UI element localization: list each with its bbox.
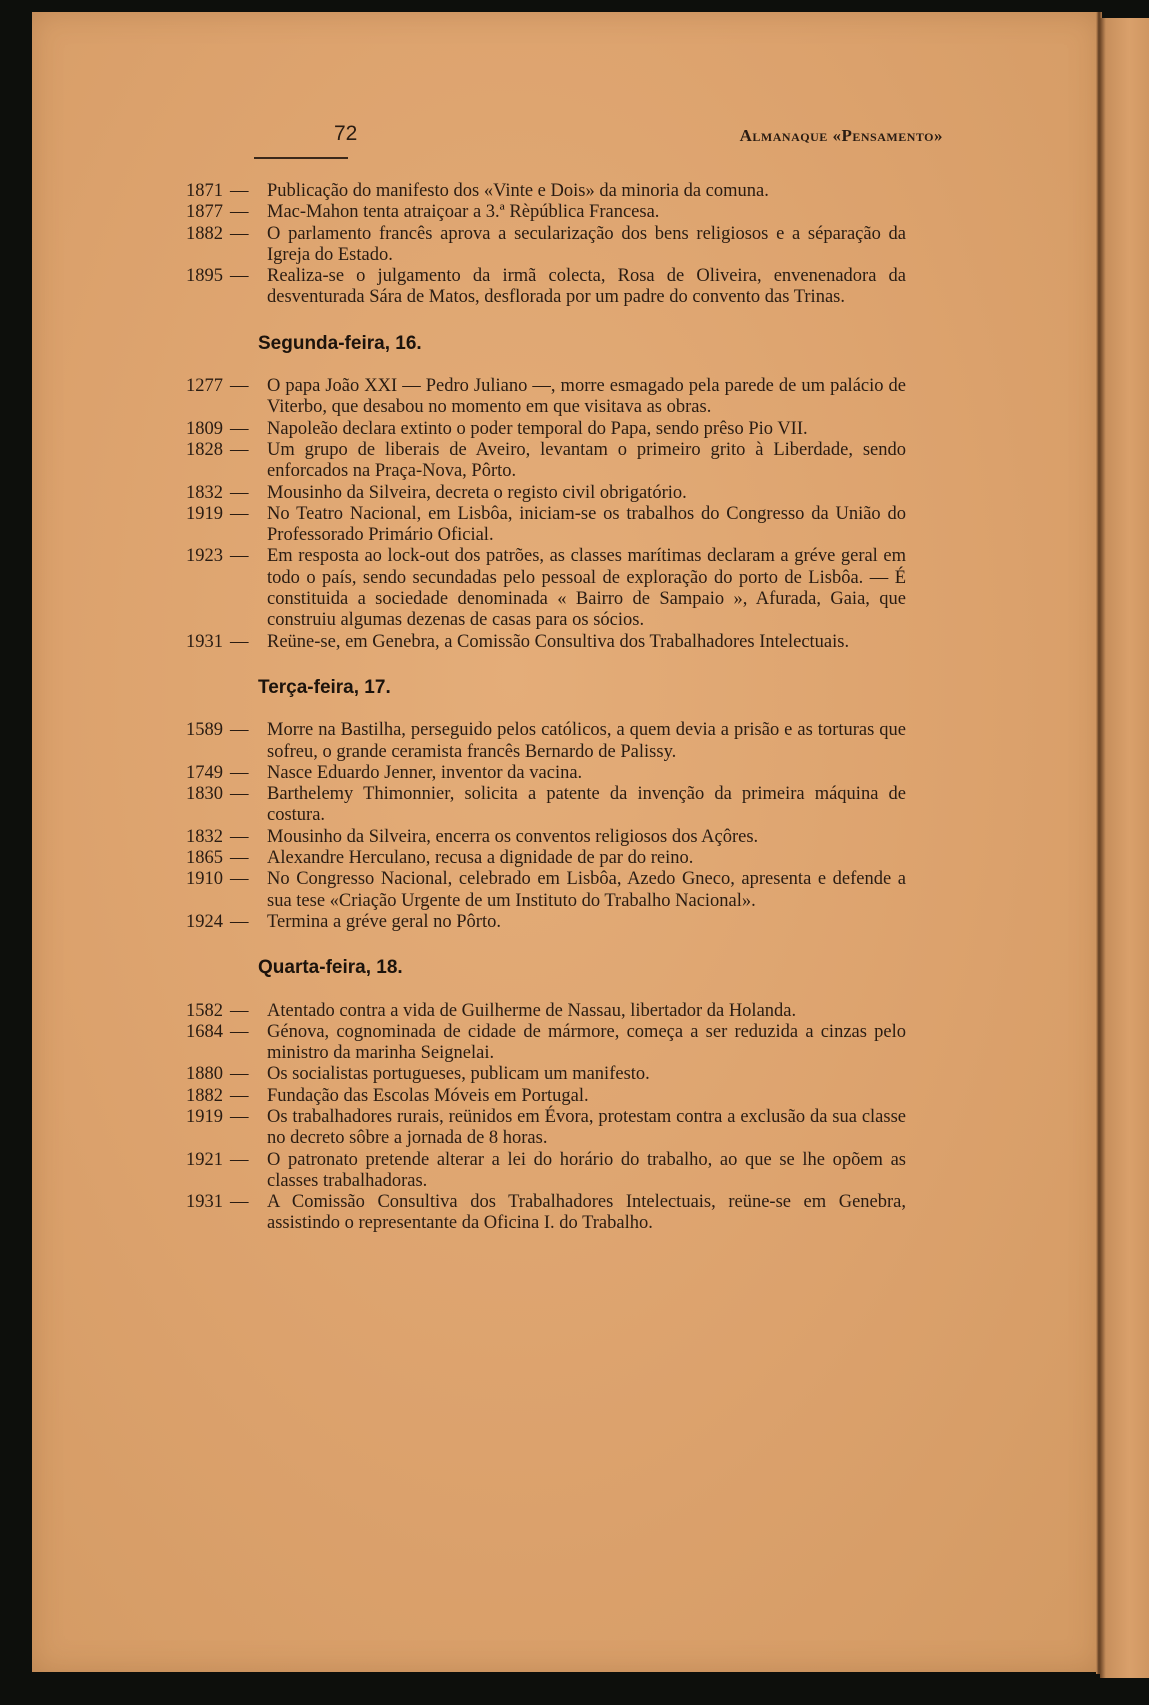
entry [186, 720, 906, 763]
entry-year: 1882 [186, 1085, 223, 1106]
entry [186, 202, 906, 223]
entry-text: Reüne-se, em Genebra, a Comissão Consultiva dos Trabalhadores Intelectuais. [267, 631, 850, 652]
entry-dash: — [230, 1085, 249, 1106]
entry [186, 181, 906, 202]
running-title: Almanaque «Pensamento» [739, 126, 943, 145]
entry-text: A Comissão Consultiva dos Trabalhadores Intelectuais, reüne-se em Genebra, assistindo o representante da Oficina I. do Trabalho. [267, 1192, 906, 1234]
section-terca-feira [186, 677, 906, 933]
entry-dash: — [230, 202, 249, 223]
entry-year: 1830 [186, 784, 223, 805]
day-heading: Segunda-feira, 16. [258, 332, 422, 354]
entry-year: 1277 [186, 376, 223, 397]
entry [186, 376, 906, 419]
entry [186, 1107, 906, 1150]
entry-dash: — [230, 1106, 249, 1127]
entry-text: Realiza-se o julgamento da irmã colecta, Rosa de Oliveira, envenenadora da desventurada Sára de Matos, desflorada por um padre do convento das Trinas. [267, 266, 906, 308]
entry-dash: — [230, 503, 249, 524]
entry-text: Termina a gréve geral no Pôrto. [267, 911, 501, 932]
entry-year: 1923 [186, 546, 223, 567]
entry-year: 1809 [186, 418, 223, 439]
entry-text: Mac-Mahon tenta atraiçoar a 3.ª Rèpública Francesa. [267, 202, 660, 223]
entry-dash: — [230, 1000, 249, 1021]
entry-text: O patronato pretende alterar a lei do horário do trabalho, ao que se lhe opõem as classes trabalhadoras. [267, 1149, 906, 1191]
entry-text: Um grupo de liberais de Aveiro, levantam o primeiro grito à Liberdade, sendo enforcados na Praça-Nova, Pôrto. [267, 439, 906, 482]
entry-text: Mousinho da Silveira, encerra os conventos religiosos dos Açôres. [267, 826, 759, 847]
next-page-edge [1100, 18, 1149, 1678]
entry-text: Alexandre Herculano, recusa a dignidade de par do reino. [267, 848, 694, 869]
entry-text: Os socialistas portugueses, publicam um manifesto. [267, 1064, 650, 1085]
section-quarta-feira [186, 957, 906, 1235]
entry [186, 504, 906, 547]
entry-text: Morre na Bastilha, perseguido pelos católicos, a quem devia a prisão e as torturas que sofreu, o grande ceramista francês Bernardo de Palissy. [267, 720, 906, 762]
entry-dash: — [230, 720, 249, 741]
entry [186, 827, 906, 848]
entry-year: 1589 [186, 720, 223, 741]
entry-year: 1684 [186, 1021, 223, 1042]
entry-text: Publicação do manifesto dos «Vinte e Dois» da minoria da comuna. [267, 181, 769, 201]
entry-year: 1832 [186, 482, 223, 503]
entry [186, 784, 906, 827]
entry-dash: — [230, 1192, 249, 1213]
entry-year: 1931 [186, 631, 223, 652]
entry-year: 1910 [186, 869, 223, 890]
almanac-content [186, 181, 906, 1235]
entry-text: Napoleão declara extinto o poder temporal do Papa, sendo prêso Pio VII. [267, 418, 808, 439]
entry-text: O parlamento francês aprova a secularização dos bens religiosos e a séparação da Igreja do Estado. [267, 223, 906, 265]
entry-dash: — [230, 181, 249, 201]
entry-dash: — [230, 869, 249, 890]
entry-dash: — [230, 439, 249, 460]
entry-dash: — [230, 826, 249, 847]
entry [186, 224, 906, 267]
entry-text: Génova, cognominada de cidade de mármore, começa a ser reduzida a cinzas pelo ministro da marinha Seignelai. [267, 1021, 906, 1064]
entry-year: 1919 [186, 503, 223, 524]
entry-year: 1582 [186, 1000, 223, 1021]
entry-dash: — [230, 631, 249, 652]
entry-dash: — [230, 911, 249, 932]
day-heading: Terça-feira, 17. [258, 676, 391, 698]
entry [186, 1064, 906, 1085]
entry [186, 869, 906, 912]
entry-dash: — [230, 482, 249, 503]
entry-year: 1871 [186, 181, 223, 201]
entry-year: 1924 [186, 911, 223, 932]
entry-year: 1919 [186, 1106, 223, 1127]
entry-dash: — [230, 762, 249, 783]
section-segunda-feira [186, 333, 906, 653]
entry-year: 1749 [186, 762, 223, 783]
entry [186, 483, 906, 504]
entry-year: 1882 [186, 223, 223, 244]
entry-year: 1880 [186, 1064, 223, 1085]
entry [186, 419, 906, 440]
entry-text: Mousinho da Silveira, decreta o registo civil obrigatório. [267, 482, 687, 503]
entry [186, 1022, 906, 1065]
entry-text: Nasce Eduardo Jenner, inventor da vacina. [267, 762, 583, 783]
entry [186, 632, 906, 653]
entry-text: Fundação das Escolas Móveis em Portugal. [267, 1085, 589, 1106]
entry [186, 848, 906, 869]
entry-dash: — [230, 266, 249, 287]
entry-year: 1895 [186, 266, 223, 287]
entry-text: No Teatro Nacional, em Lisbôa, iniciam-se os trabalhos do Congresso da União do Professorado Primário Oficial. [267, 503, 906, 546]
day-heading: Quarta-feira, 18. [258, 957, 403, 979]
entry-dash: — [230, 223, 249, 244]
entry-year: 1828 [186, 439, 223, 460]
entry-dash: — [230, 376, 249, 397]
entry-text: Barthelemy Thimonnier, solicita a patente da invenção da primeira máquina de costura. [267, 784, 906, 826]
entry-text: O papa João XXI — Pedro Juliano —, morre esmagado pela parede de um palácio de Viterbo, que desabou no momento em que visitava as obras. [267, 376, 906, 418]
page-number-rule [254, 157, 348, 159]
entry-dash: — [230, 848, 249, 869]
entry-text: Em resposta ao lock-out dos patrões, as classes marítimas declaram a gréve geral em todo o país, sendo secundadas pelo pessoal de exploração do porto de Lisbôa. — É constituida a sociedade denominada « Bairro de Sampaio », Afurada, Gaia, que construiu algumas dezenas de casas para os sócios. [267, 546, 906, 631]
entry [186, 1150, 906, 1193]
entry [186, 440, 906, 483]
entry-dash: — [230, 546, 249, 567]
entry-text: Atentado contra a vida de Guilherme de Nassau, libertador da Holanda. [267, 1000, 797, 1021]
entry-year: 1865 [186, 848, 223, 869]
entry-dash: — [230, 1021, 249, 1042]
entry-year: 1921 [186, 1149, 223, 1170]
entry [186, 1001, 906, 1022]
entry [186, 912, 906, 933]
entry [186, 1086, 906, 1107]
entry-dash: — [230, 784, 249, 805]
entry [186, 763, 906, 784]
page-number: 72 [334, 122, 358, 145]
entry-year: 1931 [186, 1192, 223, 1213]
entry [186, 1192, 906, 1235]
entry-text: Os trabalhadores rurais, reünidos em Évora, protestam contra a exclusão da sua classe no decreto sôbre a jornada de 8 horas. [267, 1106, 906, 1149]
entry [186, 546, 906, 631]
entry-dash: — [230, 418, 249, 439]
entry-dash: — [230, 1149, 249, 1170]
entry-dash: — [230, 1064, 249, 1085]
entry-year: 1877 [186, 202, 223, 223]
section-continuation [186, 181, 906, 309]
entry [186, 266, 906, 309]
entry-year: 1832 [186, 826, 223, 847]
entry-text: No Congresso Nacional, celebrado em Lisbôa, Azedo Gneco, apresenta e defende a sua tese «Criação Urgente de um Instituto do Trabalho Nacional». [267, 869, 906, 911]
